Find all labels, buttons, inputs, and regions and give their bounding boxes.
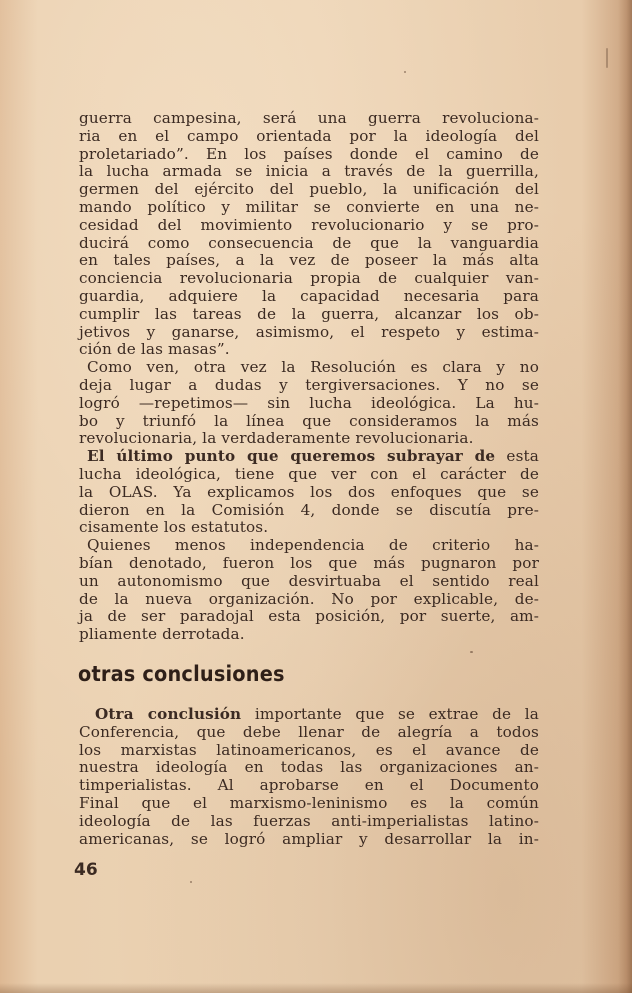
- text-line: deja lugar a dudas y tergiversaciones. Y no se: [79, 375, 539, 394]
- text-line: cumplir las tareas de la guerra, alcanzar los ob-: [79, 304, 539, 323]
- text-line: [79, 706, 539, 724]
- paragraph: [79, 537, 539, 644]
- text-line: logró —repetimos— sin lucha ideológica. La hu-: [79, 393, 539, 412]
- text-line: ducirá como consecuencia de que la vanguardia: [79, 233, 539, 252]
- text-line: conciencia revolucionaria propia de cualquier van-: [79, 269, 539, 288]
- text-line: Quienes menos independencia de criterio ha-: [87, 536, 539, 555]
- paragraph: [79, 359, 539, 448]
- text-line: proletariado”. En los países donde el camino de: [79, 144, 539, 163]
- paragraph: [79, 448, 539, 537]
- paragraph: [79, 110, 539, 359]
- text-line: Como ven, otra vez la Resolución es clara y no: [87, 358, 539, 377]
- text-line: mando político y militar se convierte en una ne-: [79, 197, 539, 216]
- text-line: germen del ejército del pueblo, la unificación del: [79, 180, 539, 199]
- text-fragment: esta: [495, 447, 539, 466]
- bold-lead: El último punto que queremos subrayar de: [87, 447, 496, 466]
- text-fragment: importante que se extrae de la: [241, 705, 539, 723]
- page-edge-shadow: [618, 0, 632, 993]
- paper-speck: [606, 48, 608, 68]
- text-line: la OLAS. Ya explicamos los dos enfoques que se: [79, 482, 539, 501]
- paragraph: [79, 706, 539, 848]
- text-line: lucha ideológica, tiene que ver con el carácter de: [79, 464, 539, 483]
- text-line: la lucha armada se inicia a través de la guerrilla,: [79, 162, 539, 181]
- page-bottom-shadow: [0, 983, 632, 993]
- paper-speck: [404, 71, 406, 73]
- text-line: de la nueva organización. No por explicable, de-: [79, 589, 539, 608]
- text-line: Conferencia, que debe llenar de alegría a todos: [79, 722, 539, 741]
- text-line: nuestra ideología en todas las organizaciones an-: [79, 758, 539, 777]
- text-line: guerra campesina, será una guerra revoluciona-: [79, 109, 539, 127]
- body-text-top: [79, 110, 539, 644]
- text-line: cisamente los estatutos.: [79, 518, 269, 537]
- text-line: [79, 448, 539, 466]
- text-line: bían denotado, fueron los que más pugnaron por: [79, 553, 539, 572]
- text-line: ria en el campo orientada por la ideología del: [79, 126, 539, 145]
- text-line: ideología de las fuerzas anti-imperialistas latino-: [79, 811, 539, 830]
- paper-speck: [470, 651, 473, 653]
- text-line: cesidad del movimiento revolucionario y se pro-: [79, 215, 539, 234]
- text-line: un autonomismo que desvirtuaba el sentido real: [79, 571, 539, 590]
- text-line: dieron en la Comisión 4, donde se discutía pre-: [79, 500, 539, 519]
- body-text-bottom: [79, 706, 539, 848]
- text-line: timperialistas. Al aprobarse en el Documento: [79, 776, 539, 795]
- bold-lead: Otra conclusión: [95, 705, 242, 723]
- text-line: bo y triunfó la línea que consideramos la más: [79, 411, 539, 430]
- text-line: guardia, adquiere la capacidad necesaria para: [79, 286, 539, 305]
- text-line: ción de las masas”.: [79, 340, 230, 359]
- page-number: 46: [74, 860, 98, 880]
- text-line: Final que el marxismo-leninismo es la común: [79, 793, 539, 812]
- text-line: americanas, se logró ampliar y desarrollar la in-: [79, 829, 539, 848]
- text-line: ja de ser paradojal esta posición, por suerte, am-: [79, 607, 539, 626]
- text-line: jetivos y ganarse, asimismo, el respeto y estima-: [79, 322, 539, 341]
- text-line: pliamente derrotada.: [79, 625, 245, 644]
- section-heading: otras conclusiones: [78, 662, 285, 686]
- text-line: los marxistas latinoamericanos, es el avance de: [79, 740, 539, 759]
- text-line: revolucionaria, la verdaderamente revolucionaria.: [79, 429, 474, 448]
- text-line: en tales países, a la vez de poseer la más alta: [79, 251, 539, 270]
- paper-speck: [190, 881, 192, 883]
